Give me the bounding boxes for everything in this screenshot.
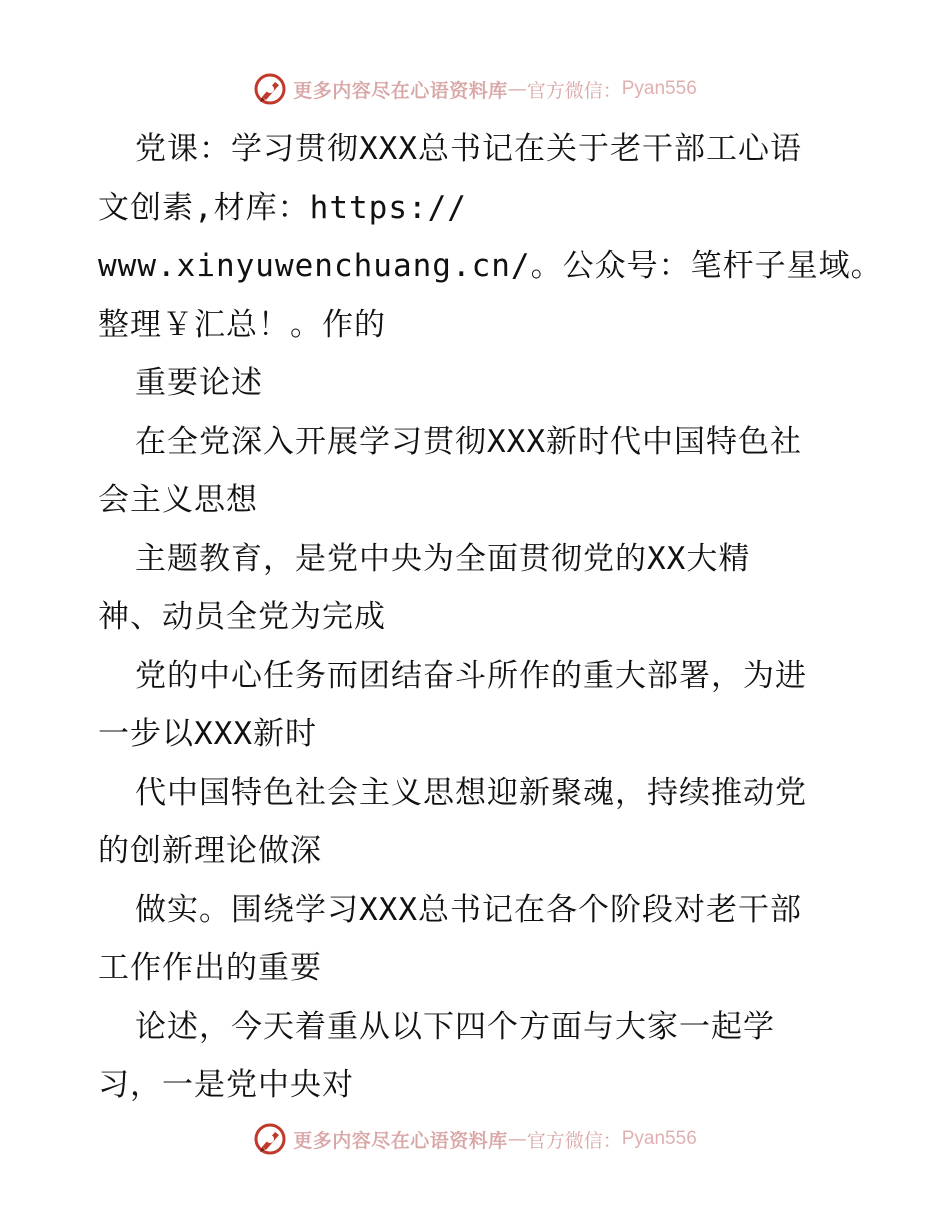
text-line: 文创素,材库：https:// [98,189,467,226]
banner-wechat-id: Pyan556 [621,1128,697,1149]
text-line: 神、动员全党为完成 [98,599,386,635]
text-line: 在全党深入开展学习贯彻XXX新时代中国特色社 [135,423,802,460]
text-line: 论述，今天着重从以下四个方面与大家一起学 [135,1008,775,1045]
text-line: 整理￥汇总！。作的 [98,306,386,343]
banner-wechat-label: 官方微信： [526,1129,622,1152]
text-line: 习，一是党中央对 [98,1067,354,1103]
banner-separator: — [507,1128,527,1150]
pen-logo-icon [253,72,287,106]
footer-banner [0,1122,950,1156]
text-line: 重要论述 [135,365,263,401]
text-line: 代中国特色社会主义思想迎新聚魂，持续推动党 [135,774,807,811]
banner-site-text: 更多内容尽在心语资料库 [293,1129,508,1152]
text-line: 主题教育，是党中央为全面贯彻党的XX大精 [135,540,751,577]
text-line: 党的中心任务而团结奋斗所作的重大部署，为进 [135,657,807,694]
text-line: 工作作出的重要 [98,950,322,986]
text-line: 党课：学习贯彻XXX总书记在关于老干部工心语 [135,131,802,167]
header-banner [0,72,950,106]
banner-wechat-id: Pyan556 [621,78,697,99]
text-line: 一步以XXX新时 [98,716,317,752]
banner-wechat-label: 官方微信： [526,79,622,102]
banner-site-text: 更多内容尽在心语资料库 [293,79,508,102]
document-body [98,120,883,1115]
text-line: 做实。围绕学习XXX总书记在各个阶段对老干部 [135,891,802,928]
text-line: www.xinyuwenchuang.cn/。公众号：笔杆子星域。 [98,248,883,284]
banner-separator: — [507,78,527,100]
pen-logo-icon [253,1122,287,1156]
text-line: 会主义思想 [98,482,258,518]
text-line: 的创新理论做深 [98,833,322,869]
